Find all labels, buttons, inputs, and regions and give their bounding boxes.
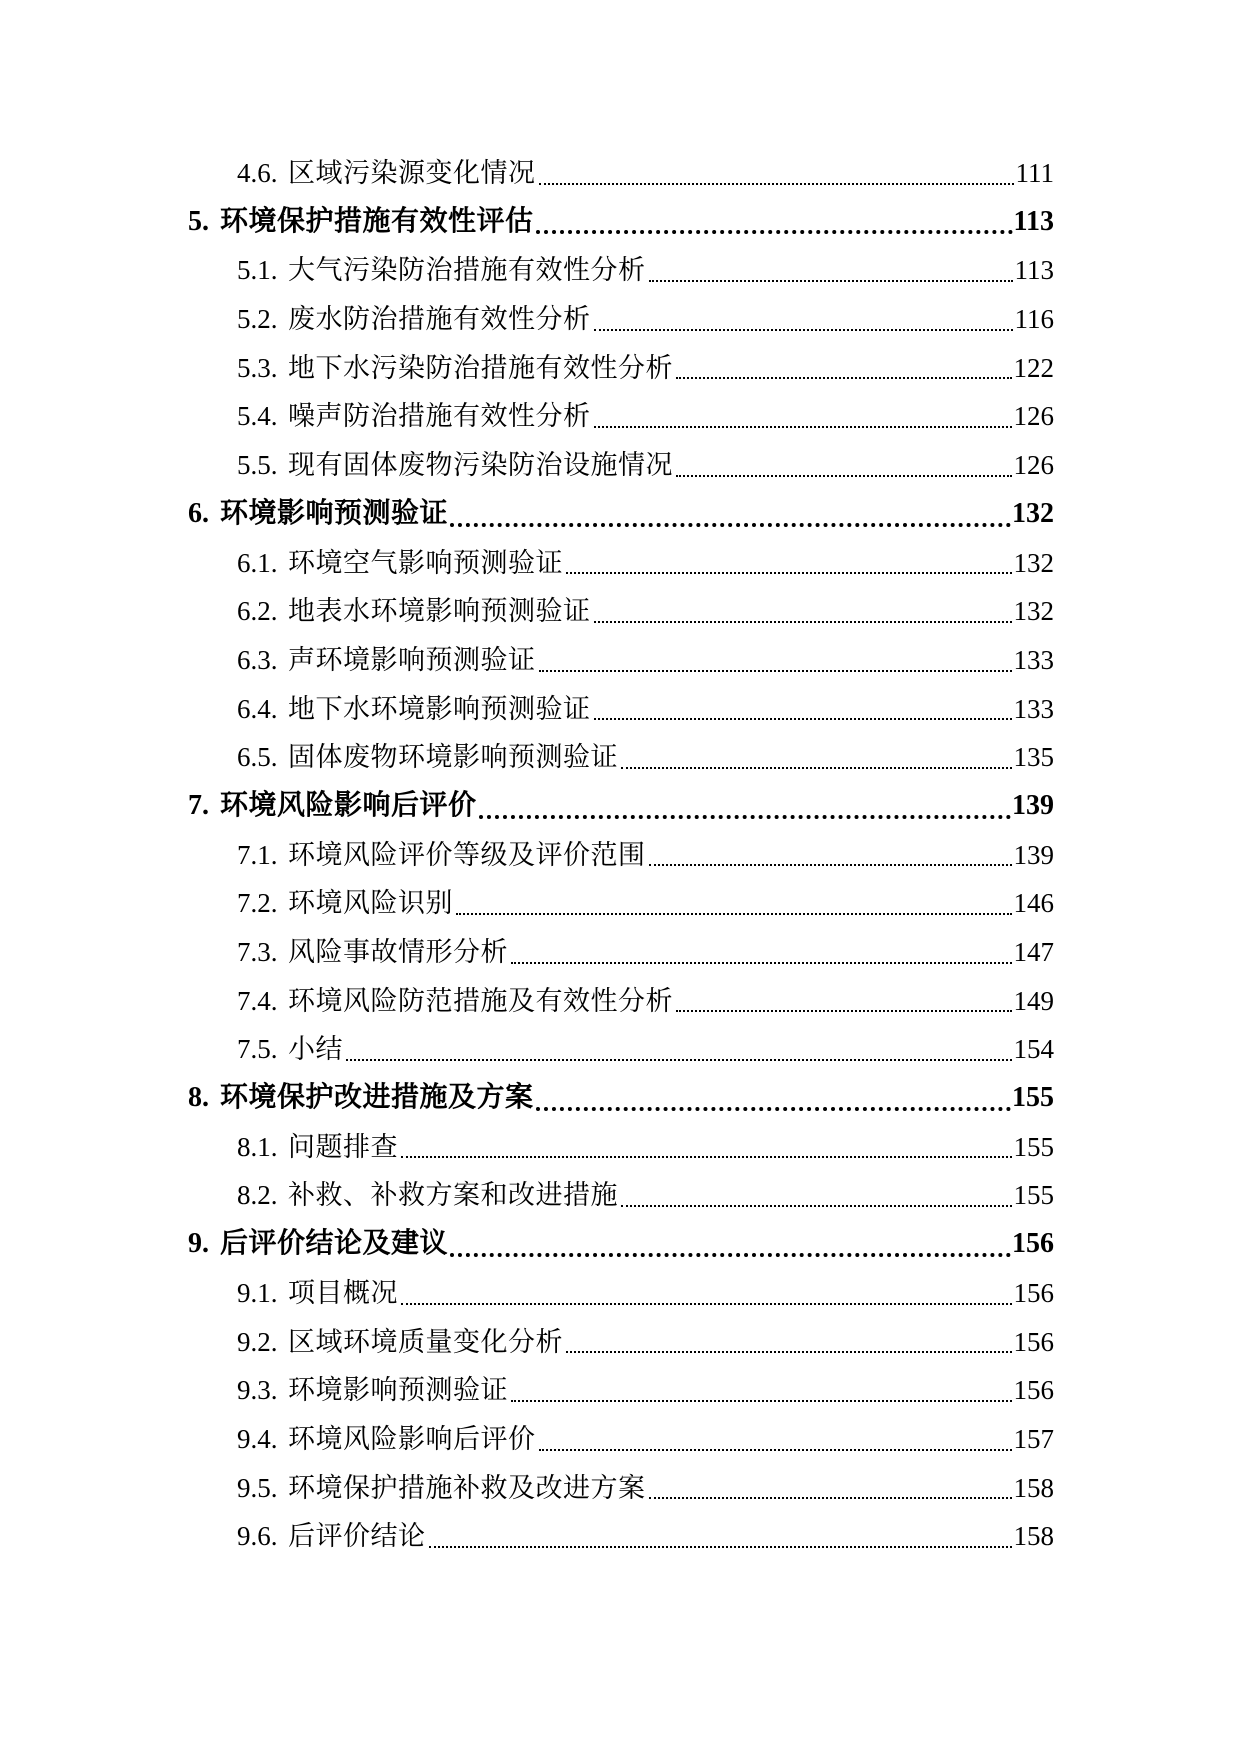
toc-dot-leader bbox=[536, 1107, 1011, 1111]
toc-entry-number: 4.6. bbox=[237, 158, 278, 188]
toc-dot-leader bbox=[594, 718, 1012, 720]
toc-entry[interactable] bbox=[188, 636, 1054, 685]
toc-dot-leader bbox=[450, 523, 1011, 527]
toc-entry-number: 9.5. bbox=[237, 1472, 278, 1503]
toc-entry-number: 6. bbox=[188, 497, 209, 529]
toc-entry-page: 156 bbox=[1012, 1228, 1054, 1260]
toc-dot-leader bbox=[511, 1400, 1012, 1402]
toc-entry-title: 环境风险影响后评价 bbox=[288, 1423, 536, 1454]
toc-entry-title: 问题排查 bbox=[288, 1131, 398, 1162]
toc-entry[interactable] bbox=[188, 587, 1054, 636]
toc-entry-title: 现有固体废物污染防治设施情况 bbox=[288, 450, 673, 481]
toc-entry-number: 8.1. bbox=[237, 1131, 278, 1162]
toc-entry-number: 9.3. bbox=[237, 1375, 278, 1406]
toc-entry-page: 111 bbox=[1015, 158, 1054, 188]
toc-entry-number: 5.1. bbox=[237, 255, 278, 286]
toc-entry-title: 噪声防治措施有效性分析 bbox=[288, 401, 591, 432]
toc-entry[interactable] bbox=[188, 733, 1054, 782]
toc-entry-page: 158 bbox=[1013, 1521, 1054, 1552]
toc-entry-page: 122 bbox=[1013, 352, 1054, 383]
toc-dot-leader bbox=[536, 230, 1013, 234]
toc-entry-title: 环境影响预测验证 bbox=[288, 1375, 508, 1406]
toc-dot-leader bbox=[649, 280, 1013, 282]
toc-entry-page: 139 bbox=[1013, 839, 1054, 870]
toc-entry-page: 155 bbox=[1013, 1180, 1054, 1211]
toc-entry-number: 9.2. bbox=[237, 1326, 278, 1357]
toc-entry[interactable] bbox=[188, 685, 1054, 734]
toc-entry-title: 区域污染源变化情况 bbox=[288, 158, 536, 188]
toc-dot-leader bbox=[594, 329, 1013, 331]
toc-entry-title: 环境空气影响预测验证 bbox=[288, 547, 563, 578]
toc-entry[interactable] bbox=[188, 392, 1054, 441]
toc-dot-leader bbox=[676, 475, 1012, 477]
toc-entry-title: 环境保护措施有效性评估 bbox=[220, 205, 534, 237]
toc-entry-number: 8. bbox=[188, 1082, 209, 1114]
toc-entry-page: 116 bbox=[1014, 304, 1054, 335]
toc-dot-leader bbox=[479, 815, 1011, 819]
toc-entry-number: 7. bbox=[188, 789, 209, 821]
toc-dot-leader bbox=[456, 913, 1012, 915]
toc-dot-leader bbox=[676, 1010, 1012, 1012]
toc-entry-number: 9.6. bbox=[237, 1521, 278, 1552]
toc-entry-title: 地下水环境影响预测验证 bbox=[288, 693, 591, 724]
toc-entry-title: 地表水环境影响预测验证 bbox=[288, 596, 591, 627]
toc-entry-number: 5.4. bbox=[237, 401, 278, 432]
toc-entry-number: 6.3. bbox=[237, 644, 278, 675]
toc-entry[interactable] bbox=[188, 198, 1054, 247]
toc-entry-title: 环境风险防范措施及有效性分析 bbox=[288, 985, 673, 1016]
toc-entry-page: 158 bbox=[1013, 1472, 1054, 1503]
toc-entry-title: 环境风险识别 bbox=[288, 888, 453, 919]
toc-dot-leader bbox=[676, 377, 1012, 379]
toc-entry-title: 小结 bbox=[288, 1034, 343, 1065]
toc-entry-number: 6.5. bbox=[237, 742, 278, 773]
toc-entry[interactable] bbox=[188, 1464, 1054, 1513]
toc-dot-leader bbox=[566, 1351, 1012, 1353]
toc-entry-title: 废水防治措施有效性分析 bbox=[288, 304, 591, 335]
toc-dot-leader bbox=[450, 1253, 1011, 1257]
toc-dot-leader bbox=[346, 1059, 1012, 1061]
toc-dot-leader bbox=[621, 767, 1012, 769]
toc-entry-page: 156 bbox=[1013, 1375, 1054, 1406]
toc-entry-number: 7.4. bbox=[237, 985, 278, 1016]
toc-entry-title: 环境风险影响后评价 bbox=[220, 789, 477, 821]
toc-dot-leader bbox=[539, 183, 1014, 185]
toc-entry-number: 8.2. bbox=[237, 1180, 278, 1211]
toc-entry-page: 147 bbox=[1013, 937, 1054, 967]
toc-entry-number: 9.1. bbox=[237, 1277, 278, 1308]
toc-entry-page: 133 bbox=[1013, 644, 1054, 675]
toc-entry[interactable] bbox=[188, 879, 1054, 928]
toc-dot-leader bbox=[539, 670, 1012, 672]
toc-entry[interactable] bbox=[188, 1269, 1054, 1318]
toc-entry-title: 环境保护措施补救及改进方案 bbox=[288, 1472, 646, 1503]
toc-entry[interactable] bbox=[188, 1171, 1054, 1220]
toc-entry[interactable] bbox=[188, 539, 1054, 588]
toc-entry[interactable] bbox=[188, 1025, 1054, 1074]
toc-entry[interactable] bbox=[188, 1123, 1054, 1172]
toc-entry-title: 固体废物环境影响预测验证 bbox=[288, 742, 618, 773]
toc-entry-number: 6.2. bbox=[237, 596, 278, 627]
toc-entry-page: 155 bbox=[1013, 1131, 1054, 1162]
toc-entry-title: 环境影响预测验证 bbox=[220, 497, 449, 529]
toc-entry-page: 113 bbox=[1013, 205, 1054, 237]
toc-entry[interactable] bbox=[188, 490, 1054, 539]
toc-entry[interactable] bbox=[188, 1318, 1054, 1367]
table-of-contents bbox=[188, 149, 1054, 1561]
toc-entry-page: 135 bbox=[1013, 742, 1054, 773]
toc-entry-number: 5.3. bbox=[237, 352, 278, 383]
toc-entry-page: 156 bbox=[1013, 1326, 1054, 1357]
toc-dot-leader bbox=[401, 1303, 1012, 1305]
toc-entry-number: 5.2. bbox=[237, 304, 278, 335]
toc-entry-number: 7.1. bbox=[237, 839, 278, 870]
toc-entry[interactable] bbox=[188, 344, 1054, 393]
toc-entry-number: 5.5. bbox=[237, 450, 278, 481]
toc-entry-number: 7.5. bbox=[237, 1034, 278, 1065]
toc-entry-number: 9. bbox=[188, 1228, 209, 1260]
toc-entry[interactable] bbox=[188, 1074, 1054, 1123]
toc-entry-page: 155 bbox=[1012, 1082, 1054, 1114]
toc-entry-number: 6.4. bbox=[237, 693, 278, 724]
toc-entry[interactable] bbox=[188, 1366, 1054, 1415]
toc-entry-title: 项目概况 bbox=[288, 1277, 398, 1308]
toc-entry[interactable] bbox=[188, 928, 1054, 977]
toc-entry-page: 149 bbox=[1013, 985, 1054, 1016]
toc-entry-title: 环境风险评价等级及评价范围 bbox=[288, 839, 646, 870]
toc-dot-leader bbox=[511, 962, 1012, 964]
toc-entry-page: 126 bbox=[1013, 401, 1054, 432]
toc-entry-title: 风险事故情形分析 bbox=[288, 937, 508, 967]
toc-dot-leader bbox=[649, 1497, 1012, 1499]
toc-entry[interactable] bbox=[188, 977, 1054, 1026]
toc-entry[interactable] bbox=[188, 246, 1054, 295]
toc-entry-page: 157 bbox=[1013, 1423, 1054, 1454]
toc-entry-page: 139 bbox=[1012, 789, 1054, 821]
toc-entry[interactable] bbox=[188, 149, 1054, 198]
toc-entry-number: 6.1. bbox=[237, 547, 278, 578]
toc-dot-leader bbox=[566, 572, 1012, 574]
toc-entry-number: 7.2. bbox=[237, 888, 278, 919]
toc-entry-title: 后评价结论及建议 bbox=[220, 1228, 449, 1260]
toc-entry-title: 大气污染防治措施有效性分析 bbox=[288, 255, 646, 286]
toc-entry-page: 133 bbox=[1013, 693, 1054, 724]
toc-entry-number: 5. bbox=[188, 205, 209, 237]
toc-entry-title: 补救、补救方案和改进措施 bbox=[288, 1180, 618, 1211]
toc-entry-title: 后评价结论 bbox=[288, 1521, 426, 1552]
toc-dot-leader bbox=[401, 1156, 1012, 1158]
toc-dot-leader bbox=[594, 426, 1012, 428]
toc-entry[interactable] bbox=[188, 782, 1054, 831]
toc-dot-leader bbox=[594, 621, 1012, 623]
toc-entry[interactable] bbox=[188, 1415, 1054, 1464]
toc-entry[interactable] bbox=[188, 441, 1054, 490]
toc-entry-page: 156 bbox=[1013, 1277, 1054, 1308]
toc-entry-page: 154 bbox=[1013, 1034, 1054, 1065]
toc-entry[interactable] bbox=[188, 831, 1054, 880]
toc-entry-page: 126 bbox=[1013, 450, 1054, 481]
toc-entry-title: 环境保护改进措施及方案 bbox=[220, 1082, 534, 1114]
toc-entry-page: 146 bbox=[1013, 888, 1054, 919]
toc-entry-title: 区域环境质量变化分析 bbox=[288, 1326, 563, 1357]
toc-entry-number: 9.4. bbox=[237, 1423, 278, 1454]
toc-entry-page: 132 bbox=[1012, 497, 1054, 529]
toc-entry[interactable] bbox=[188, 1220, 1054, 1269]
toc-entry-title: 地下水污染防治措施有效性分析 bbox=[288, 352, 673, 383]
toc-dot-leader bbox=[429, 1546, 1012, 1548]
toc-entry[interactable] bbox=[188, 1512, 1054, 1561]
toc-dot-leader bbox=[621, 1205, 1012, 1207]
toc-entry-title: 声环境影响预测验证 bbox=[288, 644, 536, 675]
toc-dot-leader bbox=[649, 864, 1012, 866]
toc-entry[interactable] bbox=[188, 295, 1054, 344]
toc-dot-leader bbox=[539, 1449, 1012, 1451]
toc-entry-page: 113 bbox=[1014, 255, 1054, 286]
toc-entry-page: 132 bbox=[1013, 596, 1054, 627]
toc-entry-number: 7.3. bbox=[237, 937, 278, 967]
toc-entry-page: 132 bbox=[1013, 547, 1054, 578]
